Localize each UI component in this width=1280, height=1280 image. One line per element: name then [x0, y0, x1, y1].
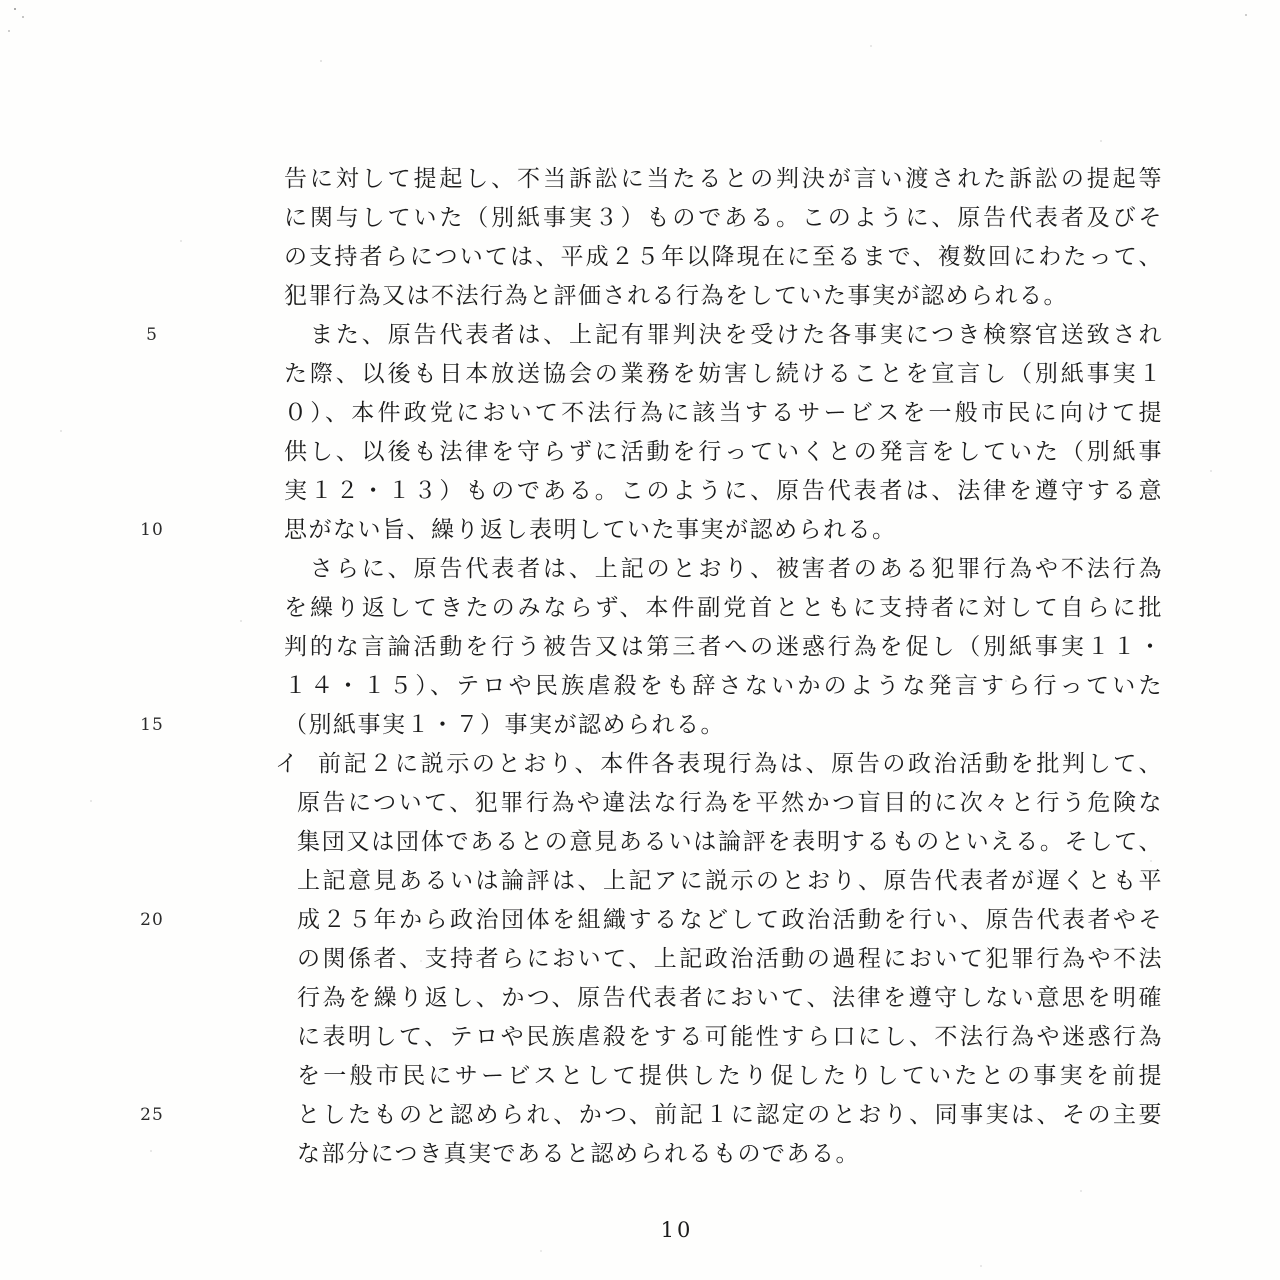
text-line: の支持者らについては、平成２５年以降現在に至るまで、複数回にわたって、 [284, 244, 1163, 270]
text-line: 前記２に説示のとおり、本件各表現行為は、原告の政治活動を批判して、 [318, 751, 1163, 777]
text-line: 集団又は団体であるとの意見あるいは論評を表明するものといえる。そして、 [297, 829, 1163, 855]
margin-line-number-25: 25 [140, 1105, 164, 1125]
margin-line-number-10: 10 [140, 520, 164, 540]
text-line: 犯罪行為又は不法行為と評価される行為をしていた事実が認められる。 [284, 283, 1068, 309]
text-line: 原告について、犯罪行為や違法な行為を平然かつ盲目的に次々と行う危険な [297, 790, 1163, 816]
margin-line-number-5: 5 [146, 325, 158, 345]
page-number: 10 [660, 1218, 694, 1242]
text-line: な部分につき真実であると認められるものである。 [297, 1141, 861, 1167]
text-line: に関与していた（別紙事実３）ものである。このように、原告代表者及びそ [284, 205, 1163, 231]
text-line: １４・１５）、テロや民族虐殺をも辞さないかのような発言すら行っていた [284, 673, 1164, 699]
scan-noise [0, 0, 2, 2]
margin-line-number-20: 20 [140, 910, 164, 930]
text-line-item-i [0, 745, 1280, 784]
item-marker-i: イ [275, 751, 298, 777]
text-line: に表明して、テロや民族虐殺をする可能性すら口にし、不法行為や迷惑行為 [297, 1024, 1163, 1050]
text-line: 上記意見あるいは論評は、上記アに説示のとおり、原告代表者が遅くとも平 [297, 868, 1163, 894]
text-line: 実１２・１３）ものである。このように、原告代表者は、法律を遵守する意 [284, 478, 1163, 504]
text-line: 告に対して提起し、不当訴訟に当たるとの判決が言い渡された訴訟の提起等 [284, 166, 1163, 192]
text-line: （別紙事実１・７）事実が認められる。 [284, 712, 725, 738]
text-line: 思がない旨、繰り返し表明していた事実が認められる。 [284, 517, 897, 543]
text-line: 行為を繰り返し、かつ、原告代表者において、法律を遵守しない意思を明確 [297, 985, 1163, 1011]
text-line: の関係者、支持者らにおいて、上記政治活動の過程において犯罪行為や不法 [297, 946, 1163, 972]
text-line: 成２５年から政治団体を組織するなどして政治活動を行い、原告代表者やそ [297, 907, 1163, 933]
text-line: 供し、以後も法律を守らずに活動を行っていくとの発言をしていた（別紙事 [284, 439, 1163, 465]
text-line: を一般市民にサービスとして提供したり促したりしていたとの事実を前提 [297, 1063, 1163, 1089]
text-line: ０）、本件政党において不法行為に該当するサービスを一般市民に向けて提 [284, 400, 1164, 426]
margin-line-number-15: 15 [140, 715, 164, 735]
text-line: を繰り返してきたのみならず、本件副党首とともに支持者に対して自らに批 [284, 595, 1163, 621]
text-line: さらに、原告代表者は、上記のとおり、被害者のある犯罪行為や不法行為 [310, 556, 1163, 582]
body-text [0, 160, 1280, 1174]
text-line: 判的な言論活動を行う被告又は第三者への迷惑行為を促し（別紙事実１１・ [284, 634, 1163, 660]
text-line: また、原告代表者は、上記有罪判決を受けた各事実につき検察官送致され [310, 322, 1163, 348]
text-line: た際、以後も日本放送協会の業務を妨害し続けることを宣言し（別紙事実１ [284, 361, 1163, 387]
text-line: としたものと認められ、かつ、前記１に認定のとおり、同事実は、その主要 [297, 1102, 1163, 1128]
